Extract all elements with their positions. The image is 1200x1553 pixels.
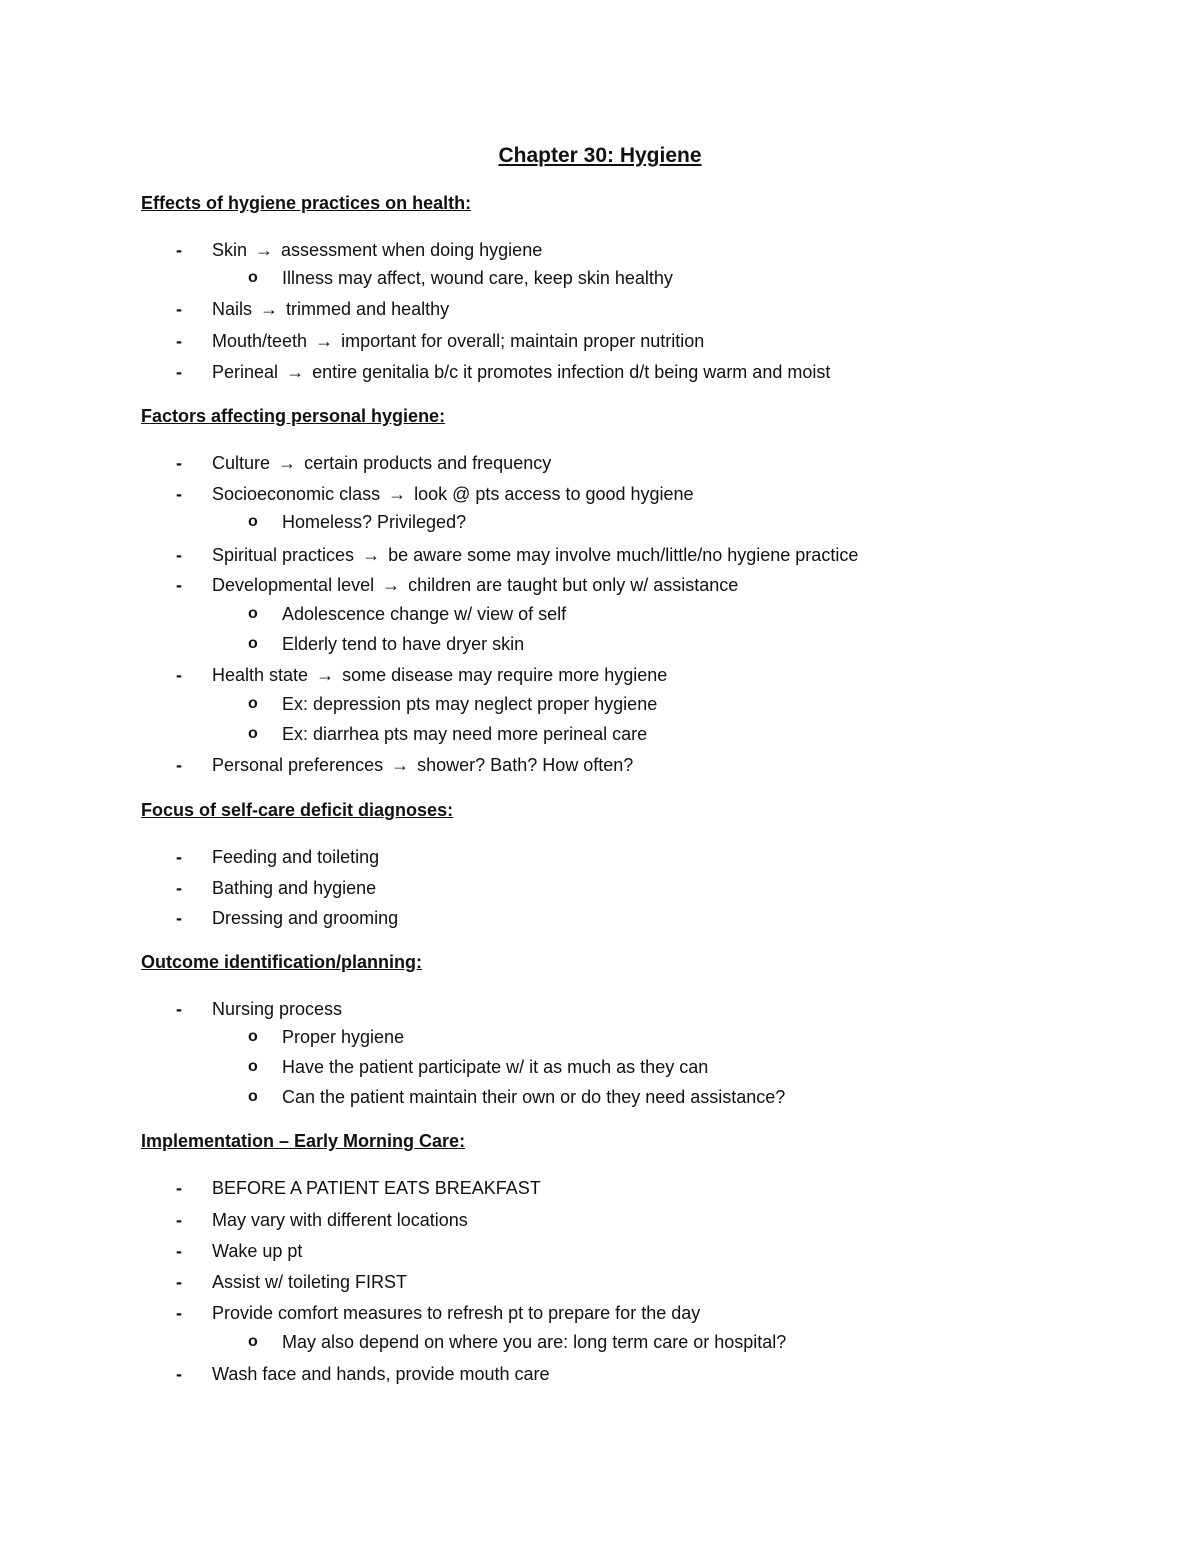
- item-text: Feeding and toileting: [212, 847, 380, 867]
- list-item: [176, 754, 634, 776]
- item-term: Nails: [212, 299, 253, 319]
- arrow-right-icon: →: [315, 331, 334, 351]
- list-item: [176, 664, 668, 686]
- dash-bullet: -: [176, 1178, 182, 1198]
- item-term: Spiritual practices: [212, 545, 355, 565]
- arrow-right-icon: →: [391, 755, 410, 775]
- circle-bullet: o: [248, 513, 258, 530]
- dash-bullet: -: [176, 331, 182, 351]
- item-text: shower? Bath? How often?: [417, 755, 634, 775]
- sub-list-item: [248, 723, 648, 745]
- dash-bullet: -: [176, 453, 182, 473]
- item-text: Wake up pt: [212, 1241, 303, 1261]
- section-heading: Effects of hygiene practices on health:: [141, 193, 472, 213]
- arrow-right-icon: →: [382, 575, 401, 595]
- item-text: look @ pts access to good hygiene: [414, 484, 694, 504]
- item-text: Bathing and hygiene: [212, 878, 377, 898]
- sub-list-item: [248, 603, 567, 625]
- page-title: Chapter 30: Hygiene: [498, 144, 702, 167]
- list-item: [176, 1363, 550, 1385]
- arrow-right-icon: →: [388, 484, 407, 504]
- list-item: [176, 1209, 468, 1231]
- list-item: [176, 846, 380, 868]
- dash-bullet: -: [176, 545, 182, 565]
- circle-bullet: o: [248, 1028, 258, 1045]
- item-term: Health state: [212, 665, 309, 685]
- item-term: Developmental level: [212, 575, 375, 595]
- item-text: Nursing process: [212, 999, 343, 1019]
- list-item: [176, 298, 450, 320]
- item-text: entire genitalia b/c it promotes infection d/t being warm and moist: [312, 362, 831, 382]
- item-text: Homeless? Privileged?: [282, 512, 467, 532]
- item-term: Skin: [212, 240, 248, 260]
- item-text: be aware some may involve much/little/no hygiene practice: [388, 545, 859, 565]
- item-text: assessment when doing hygiene: [281, 240, 543, 260]
- list-item: [176, 239, 543, 261]
- dash-bullet: -: [176, 755, 182, 775]
- sub-list-item: [248, 267, 673, 289]
- list-item: [176, 1271, 408, 1293]
- item-text: trimmed and healthy: [286, 299, 450, 319]
- item-text: Dressing and grooming: [212, 908, 399, 928]
- item-text: Adolescence change w/ view of self: [282, 604, 567, 624]
- item-term: Socioeconomic class: [212, 484, 381, 504]
- list-item: [176, 998, 343, 1020]
- dash-bullet: -: [176, 240, 182, 260]
- list-item: [176, 574, 739, 596]
- dash-bullet: -: [176, 1272, 182, 1292]
- arrow-right-icon: →: [255, 240, 274, 260]
- list-item: [176, 1177, 541, 1199]
- item-text: important for overall; maintain proper nutrition: [341, 331, 705, 351]
- circle-bullet: o: [248, 269, 258, 286]
- item-text: some disease may require more hygiene: [342, 665, 668, 685]
- item-term: Personal preferences: [212, 755, 384, 775]
- item-text: Can the patient maintain their own or do they need assistance?: [282, 1087, 786, 1107]
- list-item: [176, 483, 694, 505]
- arrow-right-icon: →: [316, 665, 335, 685]
- item-text: Ex: diarrhea pts may need more perineal care: [282, 724, 648, 744]
- circle-bullet: o: [248, 605, 258, 622]
- sub-list-item: [248, 1026, 405, 1048]
- list-item: [176, 361, 831, 383]
- section-heading: Implementation – Early Morning Care:: [141, 1131, 466, 1151]
- item-text: BEFORE A PATIENT EATS BREAKFAST: [212, 1178, 541, 1198]
- item-text: May also depend on where you are: long term care or hospital?: [282, 1332, 787, 1352]
- list-item: [176, 907, 399, 929]
- section-heading: Outcome identification/planning:: [141, 952, 422, 972]
- item-text: Have the patient participate w/ it as much as they can: [282, 1057, 709, 1077]
- item-text: Illness may affect, wound care, keep skin healthy: [282, 268, 673, 288]
- dash-bullet: -: [176, 1241, 182, 1261]
- list-item: [176, 330, 705, 352]
- item-text: Wash face and hands, provide mouth care: [212, 1364, 550, 1384]
- list-item: [176, 544, 859, 566]
- dash-bullet: -: [176, 999, 182, 1019]
- circle-bullet: o: [248, 725, 258, 742]
- sub-list-item: [248, 1331, 787, 1353]
- dash-bullet: -: [176, 575, 182, 595]
- item-text: children are taught but only w/ assistance: [408, 575, 739, 595]
- dash-bullet: -: [176, 484, 182, 504]
- circle-bullet: o: [248, 1058, 258, 1075]
- circle-bullet: o: [248, 1088, 258, 1105]
- item-text: Elderly tend to have dryer skin: [282, 634, 525, 654]
- arrow-right-icon: →: [260, 299, 279, 319]
- sub-list-item: [248, 511, 467, 533]
- item-text: Ex: depression pts may neglect proper hygiene: [282, 694, 658, 714]
- dash-bullet: -: [176, 908, 182, 928]
- dash-bullet: -: [176, 665, 182, 685]
- circle-bullet: o: [248, 635, 258, 652]
- list-item: [176, 1240, 303, 1262]
- dash-bullet: -: [176, 362, 182, 382]
- sub-list-item: [248, 633, 525, 655]
- dash-bullet: -: [176, 847, 182, 867]
- section-heading: Focus of self-care deficit diagnoses:: [141, 800, 454, 820]
- dash-bullet: -: [176, 1364, 182, 1384]
- dash-bullet: -: [176, 878, 182, 898]
- sub-list-item: [248, 1056, 709, 1078]
- item-text: Assist w/ toileting FIRST: [212, 1272, 408, 1292]
- arrow-right-icon: →: [362, 545, 381, 565]
- item-term: Culture: [212, 453, 271, 473]
- list-item: [176, 452, 552, 474]
- sub-list-item: [248, 693, 658, 715]
- arrow-right-icon: →: [286, 362, 305, 382]
- list-item: [176, 1302, 701, 1324]
- item-text: May vary with different locations: [212, 1210, 468, 1230]
- dash-bullet: -: [176, 299, 182, 319]
- item-text: Proper hygiene: [282, 1027, 405, 1047]
- dash-bullet: -: [176, 1303, 182, 1323]
- circle-bullet: o: [248, 695, 258, 712]
- dash-bullet: -: [176, 1210, 182, 1230]
- item-text: Provide comfort measures to refresh pt to prepare for the day: [212, 1303, 701, 1323]
- circle-bullet: o: [248, 1333, 258, 1350]
- section-heading: Factors affecting personal hygiene:: [141, 406, 446, 426]
- sub-list-item: [248, 1086, 786, 1108]
- arrow-right-icon: →: [278, 453, 297, 473]
- list-item: [176, 877, 377, 899]
- item-term: Perineal: [212, 362, 279, 382]
- item-term: Mouth/teeth: [212, 331, 308, 351]
- item-text: certain products and frequency: [304, 453, 552, 473]
